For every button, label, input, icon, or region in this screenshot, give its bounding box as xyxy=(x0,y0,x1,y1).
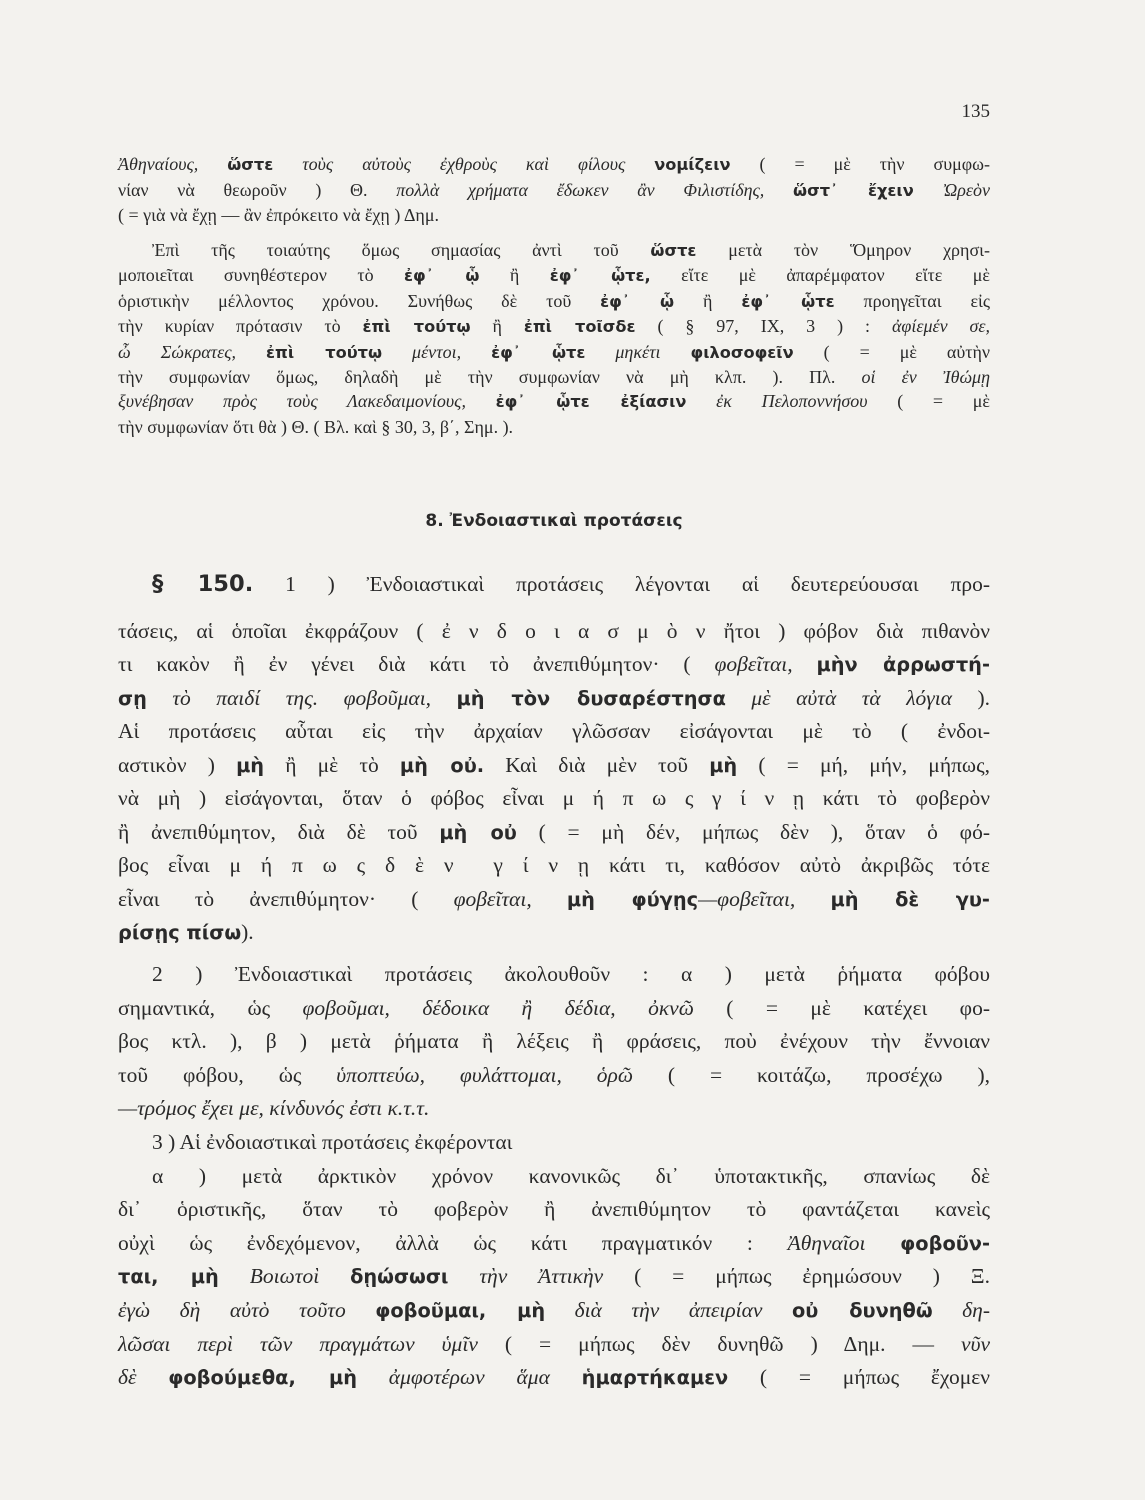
text: ( = μήπως ἔχομεν xyxy=(728,1365,991,1390)
paragraph-continuation xyxy=(118,152,990,228)
italic-text: φοβεῖται, xyxy=(714,652,817,676)
bold-text: δῃώσωσι xyxy=(350,1265,449,1289)
italic-text: τὴν Ἀττικὴν xyxy=(448,1264,604,1289)
italic-text: ὑποπτεύω, φυλάττομαι, ὁρῶ xyxy=(336,1062,634,1087)
bold-text: μὴν ἀρρωστή- xyxy=(816,653,990,676)
text-line xyxy=(118,289,990,314)
bold-text: φοβούμεθα, μὴ xyxy=(168,1366,357,1390)
italic-text: ξυνέβησαν πρὸς τοὺς Λακεδαιμονίους, xyxy=(118,391,496,412)
italic-text: —τρόμος ἔχει με, κίνδυνός ἐστι κ.τ.τ. xyxy=(118,1096,430,1121)
text-line xyxy=(118,415,990,439)
text: ἢ xyxy=(674,290,742,311)
text: σημαντικά, ὡς xyxy=(118,995,303,1020)
text-line xyxy=(118,749,990,783)
text: ἢ xyxy=(470,316,524,337)
italic-text: μέντοι, xyxy=(382,341,492,362)
italic-text: λῶσαι περὶ τῶν πραγμάτων ὑμῖν xyxy=(118,1331,478,1356)
italic-text: Ὠρεὸν xyxy=(913,179,990,200)
italic-text: Ἀθηναῖοι xyxy=(787,1230,901,1255)
italic-text: Βοιωτοὶ xyxy=(218,1264,351,1289)
bold-text: ἐπὶ τούτῳ xyxy=(362,317,471,337)
text: τὴν κυρίαν πρότασιν τὸ xyxy=(118,316,363,337)
text: ( = μή, μήν, μήπως, xyxy=(737,752,990,777)
bold-text: μὴ τὸν δυσαρέστησα xyxy=(456,686,726,710)
text: βος κτλ. ), β ) μετὰ ῥήματα ἢ λέξεις ἢ φράσεις, ποὺ ἐνέχουν τὴν ἔννοιαν xyxy=(118,1029,990,1054)
text: Καὶ διὰ μὲν τοῦ xyxy=(484,752,710,777)
italic-text: οἱ ἐν Ἰθώμῃ xyxy=(861,367,991,388)
italic-text: μὲ αὐτὰ τὰ λόγια xyxy=(725,685,952,710)
bold-text: ἐπὶ τούτῳ xyxy=(266,342,383,362)
bold-text: φοβοῦμαι, μὴ xyxy=(375,1298,546,1322)
bold-text: ὥστε xyxy=(650,241,697,260)
bold-text: μὴ οὐ xyxy=(439,820,517,844)
text-line xyxy=(118,1193,990,1227)
text: ( = κοιτάζω, προσέχω ), xyxy=(633,1062,990,1087)
text: δι᾿ ὁριστικῆς, ὅταν τὸ φοβερὸν ἢ ἀνεπιθύμητον τὸ φαντάζεται κανεὶς xyxy=(118,1197,990,1222)
text: εἶναι τὸ ἀνεπιθύμητον· ( xyxy=(118,886,454,911)
text-line xyxy=(118,992,990,1026)
text-line xyxy=(118,178,990,204)
text: ὁριστικὴν μέλλοντος χρόνου. Συνήθως δὲ τοῦ xyxy=(118,290,601,311)
bold-text: ὥστ᾿ ἔχειν xyxy=(793,180,914,200)
text-line xyxy=(118,238,990,263)
text-line xyxy=(118,648,990,682)
text: ἢ ἀνεπιθύμητον, διὰ δὲ τοῦ xyxy=(118,819,440,844)
bold-text: ρίσῃς πίσω xyxy=(118,921,242,944)
bold-text: φοβοῦν- xyxy=(900,1231,990,1255)
bold-text: ἡμαρτήκαμεν xyxy=(581,1366,729,1390)
text-line xyxy=(118,365,990,389)
text: ( = μὲ αὐτὴν xyxy=(793,341,991,362)
text-line xyxy=(118,715,990,749)
text-line xyxy=(118,849,990,883)
bold-text: μὴ οὐ. xyxy=(399,753,485,777)
paragraph-section-150-1 xyxy=(118,568,990,950)
text: ( = μὴ δέν, μήπως δὲν ), ὅταν ὁ φό- xyxy=(516,819,990,844)
italic-text: δη- xyxy=(932,1297,990,1322)
italic-text: μηκέτι xyxy=(585,341,691,362)
bold-text: φιλοσοφεῖν xyxy=(690,342,794,362)
italic-text: πολλὰ χρήματα ἔδωκεν ἂν Φιλιστίδης, xyxy=(396,179,794,200)
text-line xyxy=(118,1126,990,1160)
text-line xyxy=(118,1227,990,1261)
text: Αἱ προτάσεις αὗται εἰς τὴν ἀρχαίαν γλῶσσαν εἰσάγονται μὲ τὸ ( ἐνδοι- xyxy=(118,719,990,743)
text: εἴτε μὲ ἀπαρέμφατον εἴτε μὲ xyxy=(650,265,990,286)
text: τάσεις, αἱ ὁποῖαι ἐκφράζουν ( ἐ ν δ ο ι α σ μ ὸ ν ἤτοι ) φόβον διὰ πιθανὸν xyxy=(118,618,990,643)
text-line xyxy=(118,263,990,288)
text-line xyxy=(118,1328,990,1362)
bold-text: μὴ φύγῃς xyxy=(566,887,699,911)
text-line xyxy=(118,615,990,649)
italic-text: Ἀθηναίους, xyxy=(118,154,228,174)
paragraph-section-150-2-3 xyxy=(118,958,990,1395)
italic-text: τοὺς αὐτοὺς ἐχθροὺς καὶ φίλους xyxy=(273,154,655,174)
text-line xyxy=(118,340,990,365)
italic-text: νῦν xyxy=(961,1331,991,1356)
bold-text: ἐφ᾿ ᾧτε, xyxy=(549,266,651,286)
text-line xyxy=(118,568,990,602)
text-line xyxy=(118,1025,990,1059)
text: 3 ) Αἱ ἐνδοιαστικαὶ προτάσεις ἐκφέρονται xyxy=(152,1129,513,1154)
bold-text: ἐφ᾿ ᾧτε xyxy=(491,342,586,362)
text: Ἐπὶ τῆς τοιαύτης ὅμως σημασίας ἀντὶ τοῦ xyxy=(152,240,651,260)
text-line xyxy=(118,1059,990,1093)
text: 2 ) Ἐνδοιαστικαὶ προτάσεις ἀκολουθοῦν : α ) μετὰ ῥήματα φόβου xyxy=(152,962,990,986)
text: μοποιεῖται συνηθέστερον τὸ xyxy=(118,265,405,286)
text: ἢ μὲ τὸ xyxy=(264,752,400,777)
italic-text: δὲ xyxy=(118,1365,169,1390)
bold-text: μὴ δὲ γυ- xyxy=(830,887,990,911)
text: ( = μήπως δὲν δυνηθῶ ) Δημ. — xyxy=(477,1331,962,1356)
page-number: 135 xyxy=(961,101,990,122)
text: τι κακὸν ἢ ἐν γένει διὰ κάτι τὸ ἀνεπιθύμητον· ( xyxy=(118,652,715,676)
text: οὐχὶ ὡς ἐνδεχόμενον, ἀλλὰ ὡς κάτι πραγματικόν : xyxy=(118,1230,788,1255)
bold-text: ἐφ᾿ ᾧτε ἐξίασιν xyxy=(495,392,687,412)
text: α ) μετὰ ἀρκτικὸν χρόνον κανονικῶς δι᾿ ὑποτακτικῆς, σπανίως δὲ xyxy=(152,1163,990,1188)
text-line xyxy=(118,1260,990,1294)
italic-text: ἀμφοτέρων ἅμα xyxy=(356,1365,582,1390)
bold-text: ὥστε xyxy=(227,155,274,174)
italic-text: ἐκ Πελοποννήσου xyxy=(686,391,868,412)
text: νὰ μὴ ) εἰσάγονται, ὅταν ὁ φόβος εἶναι μ ή π ω ς γ ί ν ῃ κάτι τὸ φοβερὸν xyxy=(118,786,990,810)
text: ). xyxy=(241,920,254,944)
bold-text: μὴ xyxy=(709,753,738,777)
text-line xyxy=(118,314,990,339)
bold-text: ἐφ᾿ ᾧ xyxy=(404,266,480,286)
text-line xyxy=(118,883,990,917)
paragraph-eph-ho xyxy=(118,238,990,439)
text-line xyxy=(118,682,990,716)
bold-text: ἐπὶ τοῖσδε xyxy=(523,317,636,337)
text: ( = μὲ τὴν συμφω- xyxy=(730,154,990,174)
text-line xyxy=(118,203,990,228)
italic-text: φοβεῖται, xyxy=(453,886,567,911)
italic-text: ὦ Σώκρατες, xyxy=(118,341,267,362)
text: αστικὸν ) xyxy=(118,752,237,777)
italic-text: διὰ τὴν ἀπειρίαν xyxy=(545,1297,792,1322)
bold-text: σῃ xyxy=(118,686,147,710)
text-line xyxy=(118,152,990,178)
text: βος εἶναι μ ή π ω ς δ ὲ ν γ ί ν ῃ κάτι τι, καθόσον αὐτὸ ἀκριβῶς τότε xyxy=(118,853,990,877)
text: ( = μήπως ἐρημώσουν ) Ξ. xyxy=(603,1264,990,1289)
text: τοῦ φόβου, ὡς xyxy=(118,1062,337,1087)
text: ( = γιὰ νὰ ἔχῃ — ἂν ἐπρόκειτο νὰ ἔχῃ ) Δημ. xyxy=(118,205,439,225)
text: προηγεῖται εἰς xyxy=(834,290,990,311)
text: τὴν συμφωνίαν ὅμως, δηλαδὴ μὲ τὴν συμφωνίαν νὰ μὴ κλπ. ). Πλ. xyxy=(118,367,862,388)
text-line xyxy=(118,1361,990,1395)
text: ). xyxy=(952,685,991,710)
text-line xyxy=(118,1294,990,1328)
italic-text: τὸ παιδί της. φοβοῦμαι, xyxy=(146,685,457,710)
text-line xyxy=(118,782,990,816)
text: ( = μὲ xyxy=(867,391,990,412)
text-line xyxy=(118,958,990,992)
bold-text: ἐφ᾿ ᾧ xyxy=(600,291,675,311)
text-line xyxy=(118,916,990,950)
text: μετὰ τὸν Ὅμηρον χρησι- xyxy=(696,240,990,260)
text: τὴν συμφωνίαν ὅτι θὰ ) Θ. ( Βλ. καὶ § 30, 3, β΄, Σημ. ). xyxy=(118,416,514,437)
text: ἢ xyxy=(479,265,550,286)
text: ( = μὲ κατέχει φο- xyxy=(693,995,990,1020)
text-line xyxy=(118,389,990,414)
italic-text: φοβοῦμαι, δέδοικα ἢ δέδια, ὀκνῶ xyxy=(302,995,694,1020)
bold-text: § 150. xyxy=(152,571,254,597)
bold-text: οὐ δυνηθῶ xyxy=(792,1298,933,1322)
italic-text: ἀφίεμέν σε, xyxy=(891,316,990,337)
section-heading: 8. Ἐνδοιαστικαὶ προτάσεις xyxy=(425,511,683,531)
bold-text: νομίζειν xyxy=(654,155,731,174)
italic-text: ἐγὼ δὴ αὐτὸ τοῦτο xyxy=(118,1297,376,1322)
italic-text: —φοβεῖται, xyxy=(698,886,831,911)
text-line xyxy=(118,1092,990,1126)
bold-text: μὴ xyxy=(236,753,265,777)
text: νίαν νὰ θεωροῦν ) Θ. xyxy=(118,179,397,200)
text-line xyxy=(118,1160,990,1194)
text-line xyxy=(118,816,990,850)
bold-text: ται, μὴ xyxy=(118,1265,219,1289)
text: ( § 97, ΙΧ, 3 ) : xyxy=(635,316,892,337)
bold-text: ἐφ᾿ ᾧτε xyxy=(741,291,835,311)
text: 1 ) Ἐνδοιαστικαὶ προτάσεις λέγονται αἱ δευτερεύουσαι προ- xyxy=(253,572,990,596)
